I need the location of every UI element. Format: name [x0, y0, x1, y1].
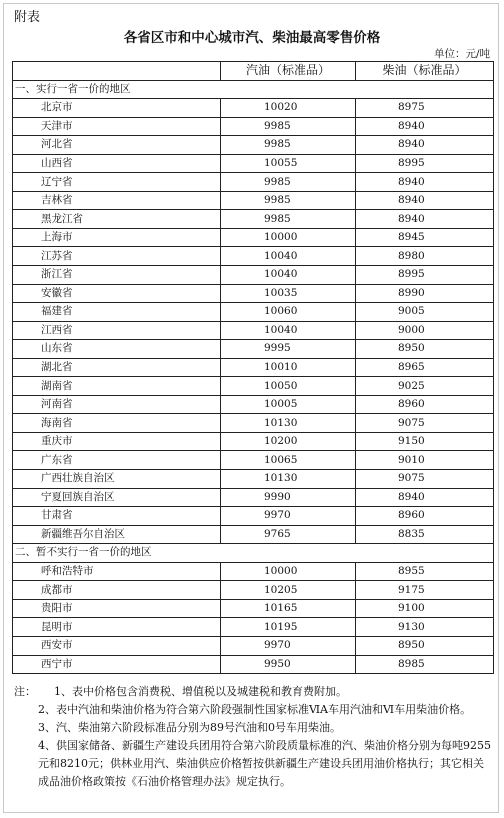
section-row	[13, 544, 494, 563]
gasoline-price: 10035	[221, 284, 356, 303]
diesel-price: 8940	[356, 210, 494, 229]
diesel-price: 8955	[356, 562, 494, 581]
region-name: 呼和浩特市	[13, 562, 221, 581]
diesel-price: 8990	[356, 284, 494, 303]
gasoline-price: 9985	[221, 191, 356, 210]
gasoline-price: 9985	[221, 117, 356, 136]
diesel-price: 8960	[356, 395, 494, 414]
diesel-price: 8945	[356, 228, 494, 247]
gasoline-price: 9970	[221, 636, 356, 655]
diesel-price: 8995	[356, 266, 494, 285]
table-row	[13, 451, 494, 470]
table-row	[13, 321, 494, 340]
gasoline-price: 9950	[221, 655, 356, 674]
region-name: 山东省	[13, 340, 221, 359]
section-label-2: 二、暂不实行一省一价的地区	[13, 544, 494, 563]
gasoline-price: 10000	[221, 228, 356, 247]
region-name: 上海市	[13, 228, 221, 247]
region-name: 新疆维吾尔自治区	[13, 525, 221, 544]
diesel-price: 8995	[356, 154, 494, 173]
region-name: 安徽省	[13, 284, 221, 303]
diesel-price: 9075	[356, 470, 494, 489]
diesel-price: 8960	[356, 507, 494, 526]
gasoline-price: 10205	[221, 581, 356, 600]
diesel-price: 9100	[356, 599, 494, 618]
table-row	[13, 618, 494, 637]
region-name: 河北省	[13, 136, 221, 155]
table-row	[13, 117, 494, 136]
region-name: 重庆市	[13, 432, 221, 451]
gasoline-price: 10200	[221, 432, 356, 451]
note-3: 3、汽、柴油第六阶段标准品分别为89号汽油和0号车用柴油。	[38, 721, 341, 734]
gasoline-price: 9970	[221, 507, 356, 526]
table-row	[13, 488, 494, 507]
region-name: 浙江省	[13, 266, 221, 285]
diesel-price: 8940	[356, 136, 494, 155]
region-name: 福建省	[13, 303, 221, 322]
region-name: 海南省	[13, 414, 221, 433]
gasoline-price: 9995	[221, 340, 356, 359]
region-name: 昆明市	[13, 618, 221, 637]
diesel-price: 9010	[356, 451, 494, 470]
diesel-price: 8965	[356, 358, 494, 377]
table-row	[13, 581, 494, 600]
table-row	[13, 99, 494, 118]
table-row	[13, 210, 494, 229]
region-name: 山西省	[13, 154, 221, 173]
gasoline-price: 10065	[221, 451, 356, 470]
region-name: 辽宁省	[13, 173, 221, 192]
gasoline-price: 10130	[221, 414, 356, 433]
region-name: 西宁市	[13, 655, 221, 674]
table-row	[13, 340, 494, 359]
region-name: 吉林省	[13, 191, 221, 210]
note-2: 2、表中汽油和柴油价格为符合第六阶段强制性国家标准ⅥA车用汽油和Ⅵ车用柴油价格。	[38, 703, 472, 716]
header-diesel: 柴油（标准品）	[356, 62, 494, 81]
section-label-1: 一、实行一省一价的地区	[13, 80, 494, 99]
diesel-price: 8940	[356, 173, 494, 192]
price-table	[12, 61, 494, 674]
gasoline-price: 10130	[221, 470, 356, 489]
gasoline-price: 9990	[221, 488, 356, 507]
diesel-price: 9075	[356, 414, 494, 433]
table-row	[13, 284, 494, 303]
diesel-price: 8940	[356, 117, 494, 136]
gasoline-price: 9985	[221, 173, 356, 192]
diesel-price: 9025	[356, 377, 494, 396]
note-4: 4、供国家储备、新疆生产建设兵团用符合第六阶段质量标准的汽、柴油价格分别为每吨9255元和8210元；供林业用汽、柴油供应价格暂按供新疆生产建设兵团用油价格执行；其它相关成品油价格政策按《石油价格管理办法》规定执行。	[38, 739, 491, 788]
gasoline-price: 9985	[221, 136, 356, 155]
diesel-price: 8975	[356, 99, 494, 118]
table-row	[13, 636, 494, 655]
gasoline-price: 10005	[221, 395, 356, 414]
diesel-price: 8940	[356, 191, 494, 210]
table-row	[13, 173, 494, 192]
table-row	[13, 247, 494, 266]
table-row	[13, 655, 494, 674]
region-name: 成都市	[13, 581, 221, 600]
diesel-price: 8950	[356, 340, 494, 359]
region-name: 广西壮族自治区	[13, 470, 221, 489]
gasoline-price: 10060	[221, 303, 356, 322]
region-name: 宁夏回族自治区	[13, 488, 221, 507]
region-name: 西安市	[13, 636, 221, 655]
gasoline-price: 10040	[221, 321, 356, 340]
table-row	[13, 228, 494, 247]
table-row	[13, 507, 494, 526]
table-row	[13, 154, 494, 173]
gasoline-price: 10020	[221, 99, 356, 118]
diesel-price: 8950	[356, 636, 494, 655]
unit-label: 单位：元/吨	[433, 48, 490, 60]
gasoline-price: 10055	[221, 154, 356, 173]
table-row	[13, 432, 494, 451]
region-name: 黑龙江省	[13, 210, 221, 229]
region-name: 江苏省	[13, 247, 221, 266]
section-row	[13, 80, 494, 99]
region-name: 广东省	[13, 451, 221, 470]
document-title: 各省区市和中心城市汽、柴油最高零售价格	[123, 30, 381, 46]
gasoline-price: 10000	[221, 562, 356, 581]
notes	[14, 683, 494, 791]
diesel-price: 9175	[356, 581, 494, 600]
table-row	[13, 358, 494, 377]
table-row	[13, 136, 494, 155]
table-row	[13, 562, 494, 581]
region-name: 北京市	[13, 99, 221, 118]
diesel-price: 9005	[356, 303, 494, 322]
diesel-price: 9000	[356, 321, 494, 340]
gasoline-price: 10165	[221, 599, 356, 618]
region-name: 湖南省	[13, 377, 221, 396]
region-name: 湖北省	[13, 358, 221, 377]
diesel-price: 8985	[356, 655, 494, 674]
gasoline-price: 10010	[221, 358, 356, 377]
region-name: 天津市	[13, 117, 221, 136]
region-name: 河南省	[13, 395, 221, 414]
table-body	[13, 80, 494, 674]
gasoline-price: 10040	[221, 266, 356, 285]
attachment-label: 附表	[14, 10, 41, 25]
table-row	[13, 191, 494, 210]
diesel-price: 9130	[356, 618, 494, 637]
header-gasoline: 汽油（标准品）	[221, 62, 356, 81]
diesel-price: 8940	[356, 488, 494, 507]
table-row	[13, 395, 494, 414]
notes-label: 注：	[14, 685, 36, 698]
diesel-price: 8835	[356, 525, 494, 544]
table-row	[13, 377, 494, 396]
table-header-row	[13, 62, 494, 81]
region-name: 甘肃省	[13, 507, 221, 526]
gasoline-price: 10050	[221, 377, 356, 396]
diesel-price: 8980	[356, 247, 494, 266]
diesel-price: 9150	[356, 432, 494, 451]
region-name: 贵阳市	[13, 599, 221, 618]
region-name: 江西省	[13, 321, 221, 340]
gasoline-price: 9765	[221, 525, 356, 544]
table-row	[13, 266, 494, 285]
gasoline-price: 10040	[221, 247, 356, 266]
note-1: 1、表中价格包含消费税、增值税以及城建税和教育费附加。	[54, 685, 347, 698]
table-row	[13, 414, 494, 433]
table-row	[13, 525, 494, 544]
table-row	[13, 599, 494, 618]
gasoline-price: 9985	[221, 210, 356, 229]
header-region	[13, 62, 221, 81]
gasoline-price: 10195	[221, 618, 356, 637]
table-row	[13, 303, 494, 322]
table-row	[13, 470, 494, 489]
